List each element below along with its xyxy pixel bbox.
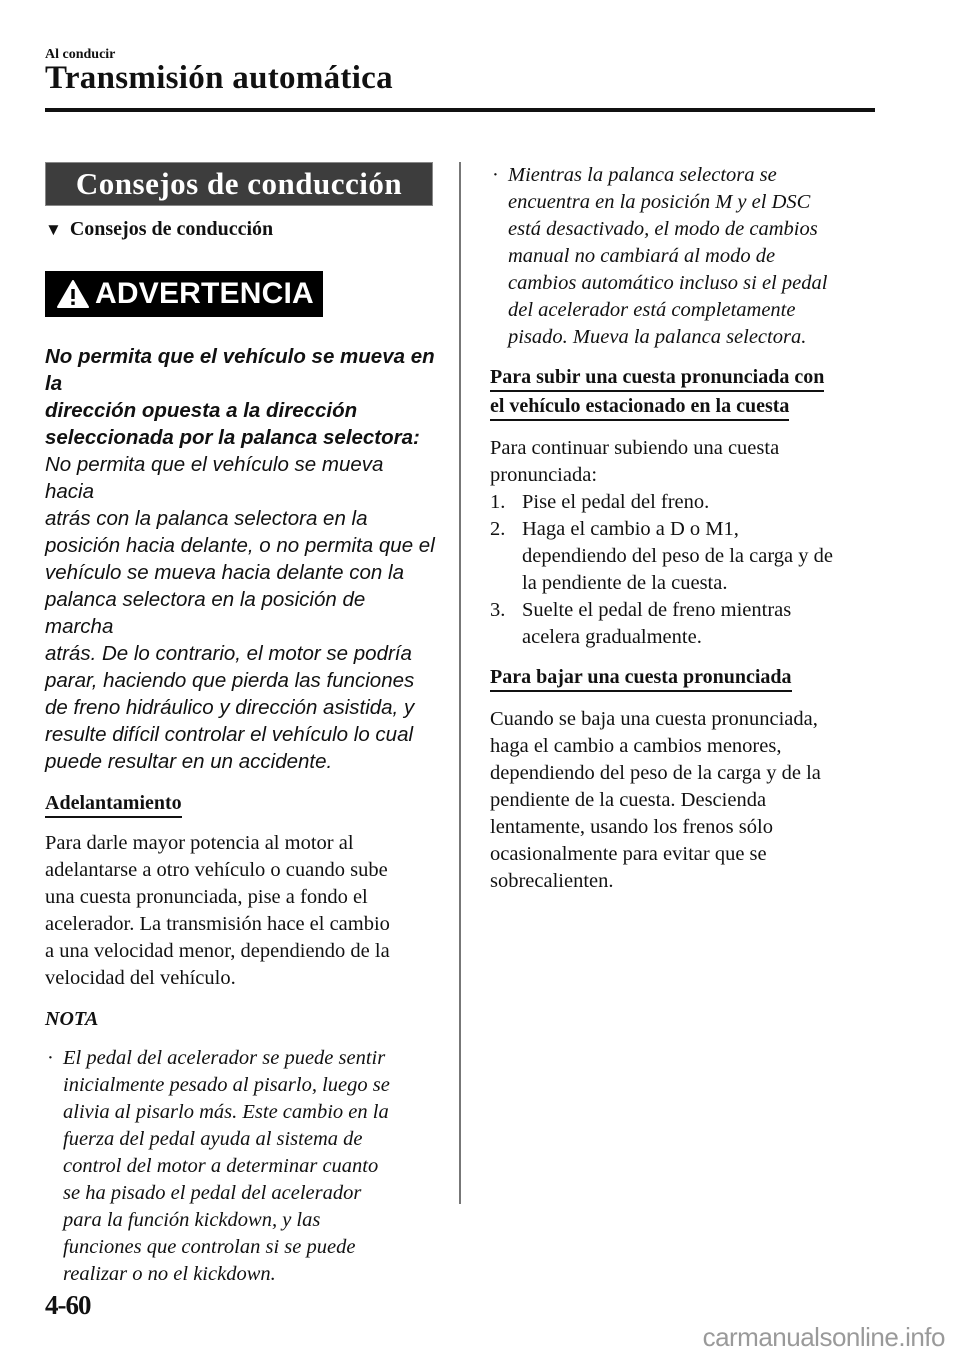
triangle-down-icon: ▼ xyxy=(45,219,62,239)
text-line: a una velocidad menor, dependiendo de la xyxy=(45,940,390,962)
text-line: realizar o no el kickdown. xyxy=(63,1263,276,1285)
text-line: pendiente de la cuesta. Descienda xyxy=(490,789,767,811)
warning-text-line: No permita que el vehículo se mueva hacia xyxy=(45,453,384,503)
warning-text-line: parar, haciendo que pierda las funciones xyxy=(45,669,415,692)
step-number: 2. xyxy=(490,518,506,540)
warning-label: ADVERTENCIA xyxy=(95,277,314,310)
text-line: Mientras la palanca selectora se xyxy=(508,164,777,186)
text-line: la pendiente de la cuesta. xyxy=(522,572,728,594)
text-line: cambios automático incluso si el pedal xyxy=(508,272,828,294)
chapter-title: Transmisión automática xyxy=(45,60,393,96)
warning-text-line: de freno hidráulico y dirección asistida, y xyxy=(45,696,415,719)
warning-lead-line: seleccionada por la palanca selectora: xyxy=(45,426,420,449)
text-line: dependiendo del peso de la carga y de xyxy=(522,545,833,567)
text-line: funciones que controlan si se puede xyxy=(63,1236,356,1258)
warning-lead-line: No permita que el vehículo se mueva en la xyxy=(45,345,435,395)
watermark: carmanualsonline.info xyxy=(702,1322,945,1352)
nota-bullet-list xyxy=(45,1045,435,1288)
adelantamiento-paragraph xyxy=(45,830,435,992)
warning-text-line: palanca selectora en la posición de marcha xyxy=(45,588,366,638)
text-line: Suelte el pedal de freno mientras xyxy=(522,599,792,621)
step-item xyxy=(490,516,875,597)
warning-text-line: puede resultar en un accidente. xyxy=(45,750,333,773)
bajar-heading: Para bajar una cuesta pronunciada xyxy=(490,665,792,692)
text-line: El pedal del acelerador se puede sentir xyxy=(63,1047,386,1069)
text-line: dependiendo del peso de la carga y de la xyxy=(490,762,821,784)
warning-body xyxy=(45,343,435,775)
text-line: está desactivado, el modo de cambios xyxy=(508,218,818,240)
subsection-title: Consejos de conducción xyxy=(69,218,274,240)
text-line: Pise el pedal del freno. xyxy=(522,491,710,513)
text-line: una cuesta pronunciada, pise a fondo el xyxy=(45,886,368,908)
bullet-dot-icon: · xyxy=(47,1047,54,1069)
nota-bullet-item xyxy=(45,1045,435,1288)
text-line: lentamente, usando los frenos sólo xyxy=(490,816,773,838)
text-line: ocasionalmente para evitar que se xyxy=(490,843,767,865)
text-line: Haga el cambio a D o M1, xyxy=(522,518,739,540)
text-line: adelantarse a otro vehículo o cuando sube xyxy=(45,859,388,881)
text-line: alivia al pisarlo más. Este cambio en la xyxy=(63,1101,389,1123)
nota-label: NOTA xyxy=(45,1008,99,1030)
text-line: haga el cambio a cambios menores, xyxy=(490,735,782,757)
step-item xyxy=(490,489,875,516)
text-line: se ha pisado el pedal del acelerador xyxy=(63,1182,362,1204)
warning-badge xyxy=(45,271,323,317)
warning-text-line: atrás con la palanca selectora en la xyxy=(45,507,368,530)
bullet-dot-icon: · xyxy=(492,164,499,186)
step-number: 3. xyxy=(490,599,506,621)
text-line: Para continuar subiendo una cuesta xyxy=(490,437,780,459)
text-line: acelerador. La transmisión hace el cambio xyxy=(45,913,390,935)
warning-text-line: vehículo se mueva hacia delante con la xyxy=(45,561,404,584)
text-line: Cuando se baja una cuesta pronunciada, xyxy=(490,708,818,730)
header-rule xyxy=(45,108,875,112)
warning-lead-line: dirección opuesta a la dirección xyxy=(45,399,358,422)
text-line: inicialmente pesado al pisarlo, luego se xyxy=(63,1074,390,1096)
nota-bullet-list-continued xyxy=(490,162,875,351)
step-number: 1. xyxy=(490,491,506,513)
nota-bullet-item xyxy=(490,162,875,351)
text-line: Para darle mayor potencia al motor al xyxy=(45,832,354,854)
warning-text-line: atrás. De lo contrario, el motor se podría xyxy=(45,642,412,665)
subir-heading xyxy=(490,365,875,421)
warning-triangle-icon xyxy=(57,279,89,309)
left-column xyxy=(45,162,435,1288)
step-item xyxy=(490,597,875,651)
right-column xyxy=(490,162,875,895)
warning-text-line: posición hacia delante, o no permita que el xyxy=(45,534,435,557)
text-line: control del motor a determinar cuanto xyxy=(63,1155,379,1177)
text-line: sobrecalienten. xyxy=(490,870,614,892)
text-line: del acelerador está completamente xyxy=(508,299,796,321)
text-line: manual no cambiará al modo de xyxy=(508,245,776,267)
text-line: fuerza del pedal ayuda al sistema de xyxy=(63,1128,363,1150)
bajar-paragraph xyxy=(490,706,875,895)
text-line: pisado. Mueva la palanca selectora. xyxy=(508,326,807,348)
subir-heading-line: el vehículo estacionado en la cuesta xyxy=(490,394,789,421)
text-line: velocidad del vehículo. xyxy=(45,967,236,989)
text-line: encuentra en la posición M y el DSC xyxy=(508,191,811,213)
warning-text-line: resulte difícil controlar el vehículo lo cual xyxy=(45,723,414,746)
text-line: pronunciada: xyxy=(490,464,598,486)
adelantamiento-heading: Adelantamiento xyxy=(45,791,182,818)
text-line: para la función kickdown, y las xyxy=(63,1209,321,1231)
subir-heading-line: Para subir una cuesta pronunciada con xyxy=(490,365,824,392)
text-line: acelera gradualmente. xyxy=(522,626,702,648)
page-number: 4-60 xyxy=(45,1290,91,1320)
running-head: Al conducir xyxy=(45,47,116,62)
subir-intro xyxy=(490,435,875,489)
subsection-heading xyxy=(45,218,435,241)
column-divider xyxy=(459,162,461,1204)
section-title-box: Consejos de conducción xyxy=(45,162,433,206)
subir-steps-list xyxy=(490,489,875,651)
